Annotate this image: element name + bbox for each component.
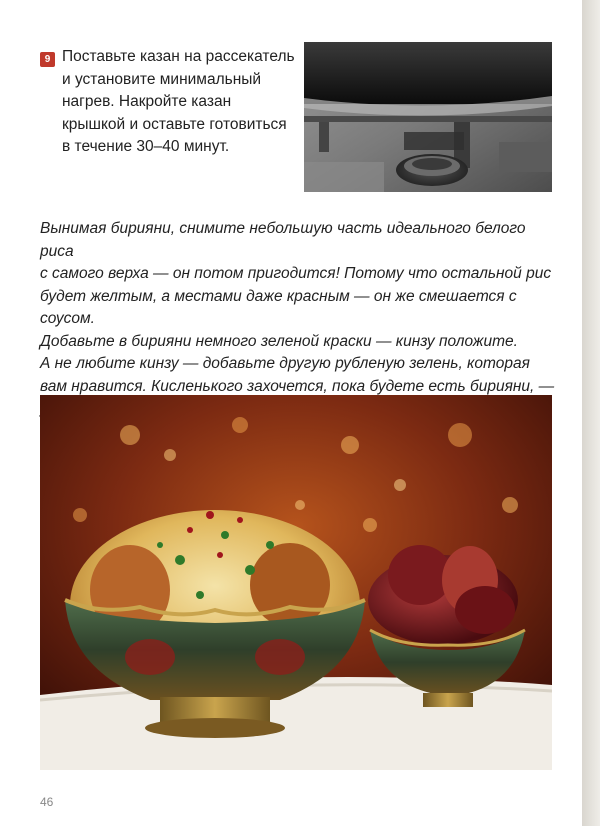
step-number-badge: 9 xyxy=(40,52,55,67)
book-gutter xyxy=(582,0,600,826)
stove-photo xyxy=(304,42,552,192)
biryani-photo xyxy=(40,395,552,770)
step-instruction-text: Поставьте казан на рассекатель и установите минимальный нагрев. Накройте казан крышкой и оставьте готовиться в течение 30–40 минут. xyxy=(62,48,295,155)
biryani-illustration xyxy=(40,395,552,770)
stove-illustration xyxy=(304,42,552,192)
intro-paragraph: Вынимая бирияни, снимите небольшую часть идеального белого риса с самого верха — он потом пригодится! Потому что остальной рис будет желтым, а местами даже красным — он же смешается с соусом. Добавьте в бирияни немного зеленой краски — кинзу положите. А не любите кинзу — добавьте другую рубленую зелень, которая вам нравится. Кисленького захочется, пока будете есть бирияни, — xyxy=(40,220,555,395)
page-number: 46 xyxy=(40,795,54,809)
